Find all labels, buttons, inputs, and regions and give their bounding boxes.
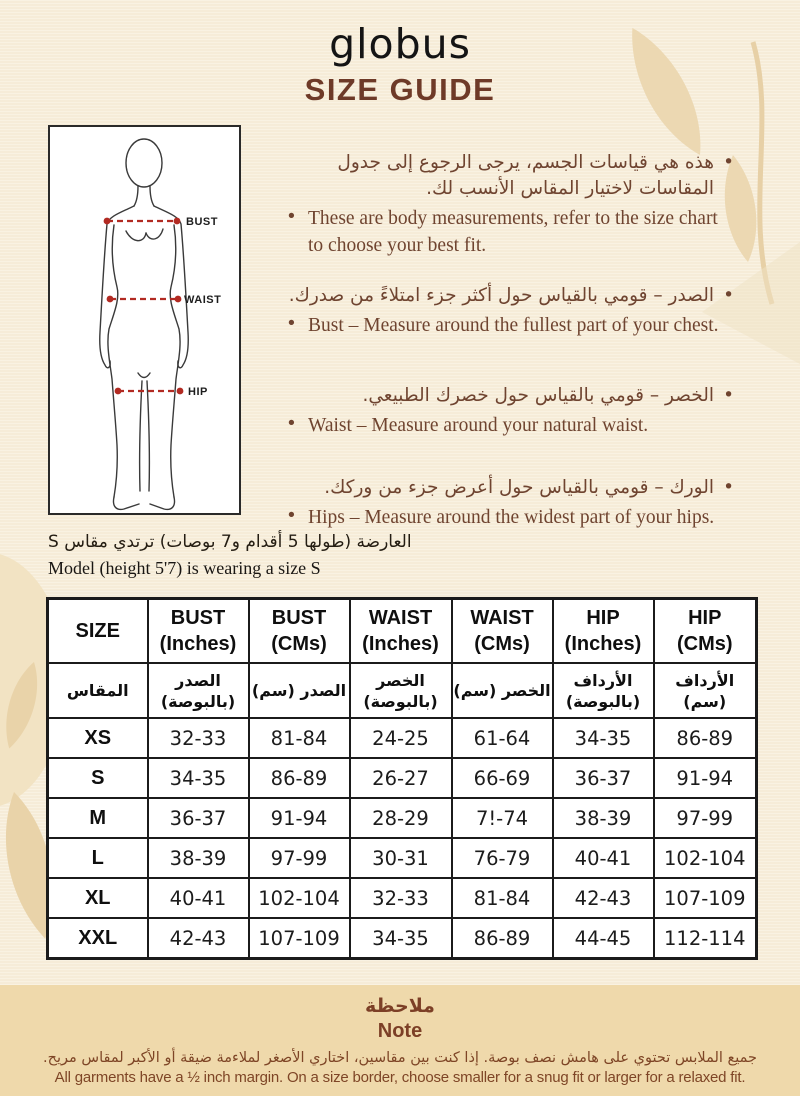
hip-inches-cell: 44-45 [553,918,654,959]
waist-inches-cell: 34-35 [350,918,452,959]
waist-cms-cell: 7!-74 [452,798,553,838]
body-measurement-figure [50,127,239,513]
body-figure-box [48,125,241,515]
bust-inches-cell: 36-37 [148,798,249,838]
hip-inches-cell: 34-35 [553,718,654,758]
header-bust-inches: BUST (Inches) [148,599,249,664]
bust-cms-cell: 107-109 [249,918,350,959]
figure-head [126,139,162,187]
table-row [48,878,757,918]
header-hip-cms-ar: الأرداف (سم) [654,663,757,718]
table-row [48,798,757,838]
instruction-english: • Waist – Measure around your natural waist. [284,412,736,439]
bust-label: BUST [186,216,218,228]
instruction-arabic: • هذه هي قياسات الجسم، يرجى الرجوع إلى جدول المقاسات لاختيار المقاس الأنسب لك. [284,150,736,202]
waist-inches-cell: 28-29 [350,798,452,838]
waist-cms-cell: 86-89 [452,918,553,959]
header-bust-cms: BUST (CMs) [249,599,350,664]
brand-logo: globus [329,20,471,68]
size-cell: XS [48,718,148,758]
waist-cms-cell: 66-69 [452,758,553,798]
model-note-english: Model (height 5'7) is wearing a size S [48,558,321,578]
waist-cms-cell: 76-79 [452,838,553,878]
instruction-group [284,383,736,439]
header-bust-inches-ar: الصدر (بالبوصة) [148,663,249,718]
waist-inches-cell: 26-27 [350,758,452,798]
bust-inches-cell: 32-33 [148,718,249,758]
table-row [48,838,757,878]
header-hip-inches: HIP (Inches) [553,599,654,664]
header-hip-cms: HIP (CMs) [654,599,757,664]
instruction-english: • Hips – Measure around the widest part of your hips. [284,504,736,531]
measurement-instructions [284,150,736,555]
instruction-english: • Bust – Measure around the fullest part of your chest. [284,312,736,339]
bust-inches-cell: 34-35 [148,758,249,798]
hip-cms-cell: 97-99 [654,798,757,838]
note-body-english: All garments have a ½ inch margin. On a size border, choose smaller for a snug fit or larger for a relaxed fit. [54,1069,746,1086]
size-cell: M [48,798,148,838]
hip-label: HIP [188,386,208,398]
table-row [48,758,757,798]
hip-cms-cell: 102-104 [654,838,757,878]
header-waist-inches: WAIST (Inches) [350,599,452,664]
table-row [48,718,757,758]
waist-inches-cell: 24-25 [350,718,452,758]
bust-cms-cell: 102-104 [249,878,350,918]
hip-inches-cell: 40-41 [553,838,654,878]
instruction-english: • These are body measurements, refer to the size chart to choose your best fit. [284,205,736,259]
header-waist-inches-ar: الخصر (بالبوصة) [350,663,452,718]
waist-cms-cell: 61-64 [452,718,553,758]
note-title-arabic: ملاحظة [365,995,435,1017]
header-waist-cms: WAIST (CMs) [452,599,553,664]
bust-cms-cell: 81-84 [249,718,350,758]
bust-inches-cell: 40-41 [148,878,249,918]
size-chart-table [46,597,758,960]
hip-cms-cell: 91-94 [654,758,757,798]
hip-inches-cell: 42-43 [553,878,654,918]
table-row [48,918,757,959]
size-cell: XXL [48,918,148,959]
header-size: SIZE [48,599,148,664]
header-bust-cms-ar: الصدر (سم) [249,663,350,718]
instruction-group [284,475,736,531]
bust-cms-cell: 97-99 [249,838,350,878]
header-size-ar: المقاس [48,663,148,718]
instruction-arabic: • الورك – قومي بالقياس حول أعرض جزء من وركك. [284,475,736,501]
note-title-english: Note [377,1020,423,1042]
hip-cms-cell: 112-114 [654,918,757,959]
bust-inches-cell: 42-43 [148,918,249,959]
hip-cms-cell: 107-109 [654,878,757,918]
size-cell: XL [48,878,148,918]
table-header-row-english [48,599,757,664]
note-body-arabic: جميع الملابس تحتوي على هامش نصف بوصة. إذا كنت بين مقاسين، اختاري الأصغر لملاءمة ضيقة أو الأكبر لمقاس مريح. [43,1050,757,1066]
instruction-group [284,150,736,259]
hip-cms-cell: 86-89 [654,718,757,758]
bust-inches-cell: 38-39 [148,838,249,878]
waist-inches-cell: 30-31 [350,838,452,878]
bust-cms-cell: 91-94 [249,798,350,838]
instruction-arabic: • الخصر – قومي بالقياس حول خصرك الطبيعي. [284,383,736,409]
bust-cms-cell: 86-89 [249,758,350,798]
model-note-arabic: العارضة (طولها 5 أقدام و7 بوصات) ترتدي مقاس S [48,532,412,552]
size-cell: S [48,758,148,798]
page-title: SIZE GUIDE [304,72,496,107]
waist-inches-cell: 32-33 [350,878,452,918]
model-note [48,529,528,581]
waist-label: WAIST [184,294,222,306]
instruction-arabic: • الصدر – قومي بالقياس حول أكثر جزء امتلاءً من صدرك. [284,283,736,309]
instruction-group [284,283,736,339]
hip-inches-cell: 36-37 [553,758,654,798]
note-footer [0,985,800,1096]
size-cell: L [48,838,148,878]
hip-inches-cell: 38-39 [553,798,654,838]
header-waist-cms-ar: الخصر (سم) [452,663,553,718]
table-header-row-arabic [48,663,757,718]
waist-cms-cell: 81-84 [452,878,553,918]
header-hip-inches-ar: الأرداف (بالبوصة) [553,663,654,718]
